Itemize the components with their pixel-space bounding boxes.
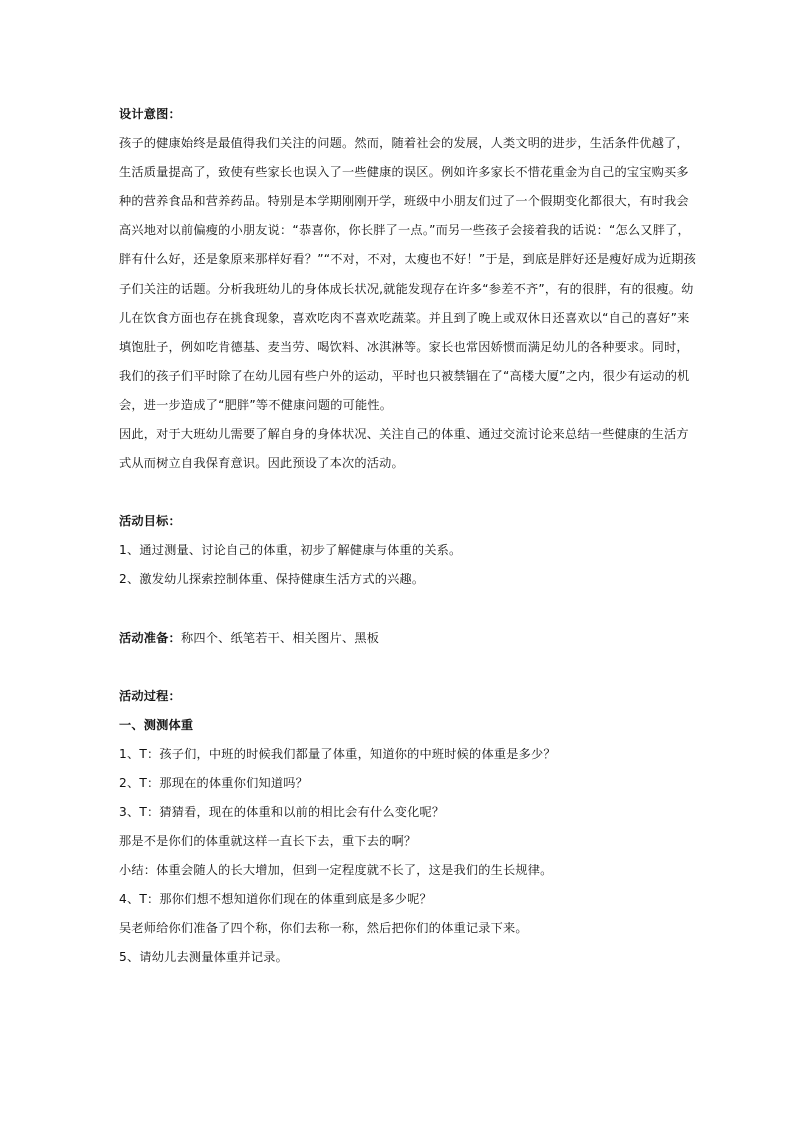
process-step: 小结：体重会随人的长大增加，但到一定程度就不长了，这是我们的生长规律。 <box>119 863 553 878</box>
prep-text: 称四个、纸笔若干、相关图片、黑板 <box>180 630 380 645</box>
paragraph-line: 种的营养食品和营养药品。特别是本学期刚刚开学，班级中小朋友们过了一个假期变化都很大，有时我会 <box>119 194 689 209</box>
goals-heading: 活动目标： <box>119 514 181 529</box>
paragraph-line: 生活质量提高了，致使有些家长也误入了一些健康的误区。例如许多家长不惜花重金为自己的宝宝购买多 <box>119 165 689 180</box>
design-intent-heading: 设计意图： <box>119 107 181 121</box>
spacer <box>119 595 693 624</box>
process-step: 5、请幼儿去测量体重并记录。 <box>119 950 288 965</box>
spacer <box>119 478 693 507</box>
process-subheading: 一、测测体重 <box>119 717 194 732</box>
prep-heading: 活动准备： <box>119 630 181 645</box>
paragraph-line: 我们的孩子们平时除了在幼儿园有些户外的运动，平时也只被禁锢在了“高楼大厦”之内，很少有运动的机 <box>119 368 690 383</box>
process-heading: 活动过程： <box>119 688 181 703</box>
process-step: 1、T：孩子们，中班的时候我们都量了体重，知道你的中班时候的体重是多少？ <box>119 746 556 761</box>
spacer <box>119 653 693 682</box>
paragraph-line: 填饱肚子，例如吃肯德基、麦当劳、喝饮料、冰淇淋等。家长也常因娇惯而满足幼儿的各种要求。同时， <box>119 339 689 354</box>
paragraph-line: 子们关注的话题。分析我班幼儿的身体成长状况,就能发现存在许多“参差不齐”，有的很胖，有的很瘦。幼 <box>119 281 694 296</box>
paragraph-line: 会，进一步造成了“肥胖”等不健康问题的可能性。 <box>119 397 393 412</box>
goal-item: 2、激发幼儿探索控制体重、保持健康生活方式的兴趣。 <box>119 572 425 587</box>
paragraph-line: 胖有什么好，还是象原来那样好看？”“不对，不对，太瘦也不好！”于是，到底是胖好还是瘦好成为近期孩 <box>119 252 696 267</box>
paragraph-line: 儿在饮食方面也存在挑食现象，喜欢吃肉不喜欢吃蔬菜。并且到了晚上或双休日还喜欢以“自己的喜好”来 <box>119 310 690 325</box>
process-step: 吴老师给你们准备了四个称，你们去称一称，然后把你们的体重记录下来。 <box>119 921 528 936</box>
paragraph-line: 因此，对于大班幼儿需要了解自身的身体状况、关注自己的体重、通过交流讨论来总结一些健康的生活方 <box>119 427 689 442</box>
process-step: 那是不是你们的体重就这样一直长下去，重下去的啊？ <box>119 834 417 849</box>
paragraph-line: 孩子的健康始终是最值得我们关注的问题。然而，随着社会的发展，人类文明的进步，生活条件优越了， <box>119 136 689 151</box>
process-step: 4、T：那你们想不想知道你们现在的体重到底是多少呢？ <box>119 892 432 907</box>
paragraph-line: 高兴地对以前偏瘦的小朋友说：“恭喜你，你长胖了一点。”而另一些孩子会接着我的话说：“怎么又胖了， <box>119 223 690 238</box>
prep-line <box>119 624 693 653</box>
process-step: 3、T：猜猜看，现在的体重和以前的相比会有什么变化呢？ <box>119 804 445 819</box>
goal-item: 1、通过测量、讨论自己的体重，初步了解健康与体重的关系。 <box>119 543 462 558</box>
paragraph-line: 式从而树立自我保育意识。因此预设了本次的活动。 <box>119 456 404 471</box>
process-step: 2、T：那现在的体重你们知道吗？ <box>119 775 309 790</box>
